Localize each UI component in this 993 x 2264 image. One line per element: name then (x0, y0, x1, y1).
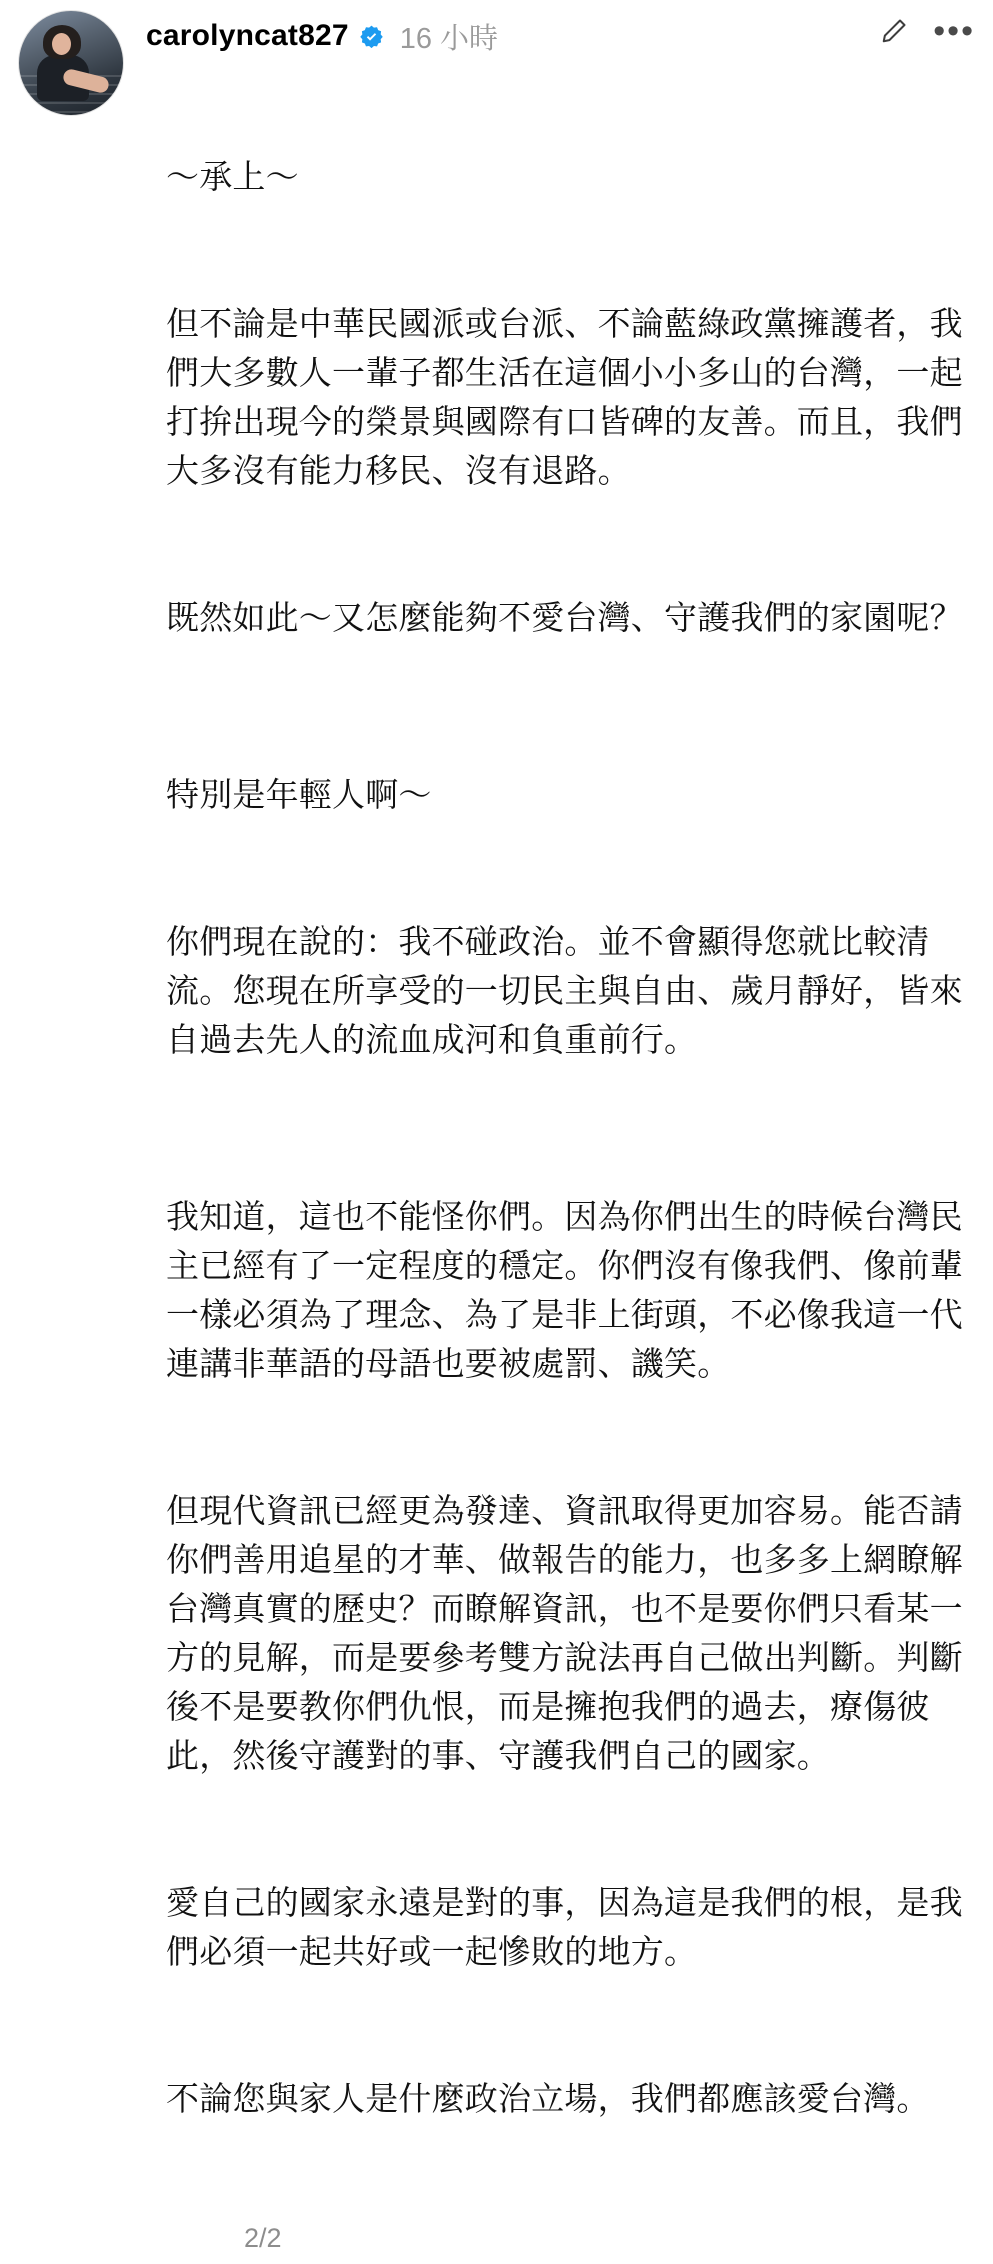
post-header-text (124, 10, 975, 62)
post-paragraph: 但現代資訊已經更為發達、資訊取得更加容易。能否請你們善用追星的才華、做報告的能力，也多多上網瞭解台灣真實的歷史？而瞭解資訊，也不是要你們只看某一方的見解，而是要參考雙方說法再自己做出判斷。判斷後不是要教你們仇恨，而是擁抱我們的過去，療傷彼此，然後守護對的事、守護我們自己的國家。 (166, 1491, 963, 1775)
verified-badge-icon (359, 24, 384, 49)
post-paragraph: 但不論是中華民國派或台派、不論藍綠政黨擁護者，我們大多數人一輩子都生活在這個小小多山的台灣，一起打拚出現今的榮景與國際有口皆碑的友善。而且，我們大多沒有能力移民、沒有退路。 (166, 304, 963, 490)
post-body (18, 54, 975, 2221)
page-indicator: 2/2 (244, 2223, 282, 2253)
post-paragraph-last: 不論您與家人是什麼政治立場，我們都應該愛台灣。 (166, 2079, 930, 2118)
post-paragraph: 既然如此〜又怎麼能夠不愛台灣、守護我們的家園呢？ (166, 598, 963, 637)
more-options-icon[interactable]: ••• (933, 12, 975, 50)
post-paragraph: 愛自己的國家永遠是對的事，因為這是我們的根，是我們必須一起共好或一起慘敗的地方。 (166, 1883, 963, 1971)
avatar-face (52, 33, 71, 55)
avatar[interactable] (18, 10, 124, 116)
post-header-actions (877, 14, 975, 48)
post-paragraph: 你們現在說的：我不碰政治。並不會顯得您就比較清流。您現在所享受的一切民主與自由、歲月靜好，皆來自過去先人的流血成河和負重前行。 (166, 922, 963, 1059)
post-timestamp: 16 小時 (399, 22, 499, 55)
post-paragraph: 〜承上〜 (166, 157, 299, 196)
edit-pencil-icon[interactable] (877, 14, 911, 48)
post-paragraph: 特別是年輕人啊〜 (166, 775, 432, 814)
username[interactable]: carolyncat827 (146, 19, 349, 52)
post-paragraph: 我知道，這也不能怪你們。因為你們出生的時候台灣民主已經有了一定程度的穩定。你們沒有像我們、像前輩一樣必須為了理念、為了是非上街頭，不必像我這一代連講非華語的母語也要被處罰、譏笑。 (166, 1197, 963, 1383)
post-footer (18, 2223, 975, 2254)
